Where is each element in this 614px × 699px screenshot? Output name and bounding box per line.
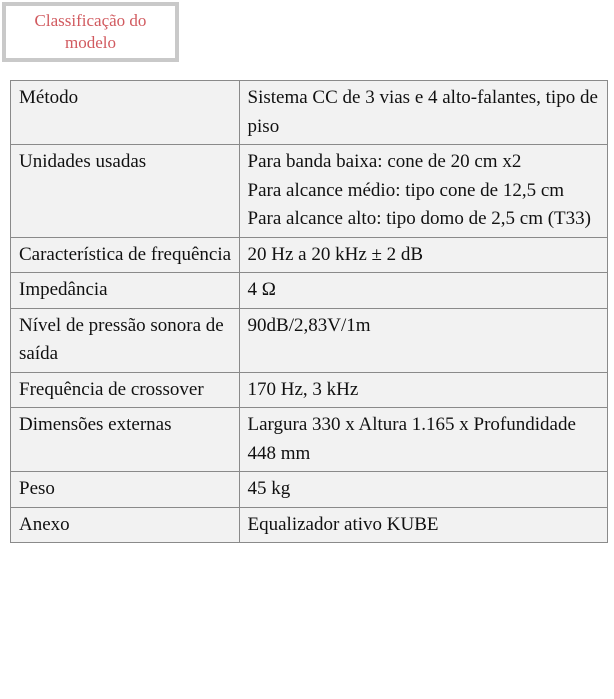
row-value-line: Sistema CC de 3 vias e 4 alto-falantes, tipo de piso xyxy=(247,87,598,137)
table-row-sound-pressure-level xyxy=(11,308,608,372)
table-row-method xyxy=(11,81,608,145)
row-label: Anexo xyxy=(11,507,240,543)
row-value-line: Para alcance alto: tipo domo de 2,5 cm (T33) xyxy=(247,208,591,229)
row-label: Característica de frequência xyxy=(11,237,240,273)
table-row-weight xyxy=(11,472,608,508)
row-value xyxy=(239,372,607,408)
row-value xyxy=(239,81,607,145)
row-label: Nível de pressão sonora de saída xyxy=(11,308,240,372)
row-label: Frequência de crossover xyxy=(11,372,240,408)
table-row-attachment xyxy=(11,507,608,543)
row-value-line: 90dB/2,83V/1m xyxy=(247,314,371,336)
row-value-line: 20 Hz a 20 kHz ± 2 dB xyxy=(247,243,424,265)
table-row-crossover-frequency xyxy=(11,372,608,408)
row-value-line: Para alcance médio: tipo cone de 12,5 cm xyxy=(247,179,565,201)
table-row-units-used xyxy=(11,145,608,238)
table-row-impedance xyxy=(11,273,608,309)
row-value xyxy=(239,145,607,238)
row-value-line: Para banda baixa: cone de 20 cm x2 xyxy=(247,151,522,172)
table-row-frequency-characteristic xyxy=(11,237,608,273)
row-label: Unidades usadas xyxy=(11,145,240,238)
row-value xyxy=(239,472,607,508)
row-value-line: 45 kg xyxy=(247,478,291,499)
row-label: Dimensões externas xyxy=(11,408,240,472)
row-label: Impedância xyxy=(11,273,240,309)
row-value-line: 170 Hz, 3 kHz xyxy=(247,378,359,400)
row-label: Método xyxy=(11,81,240,145)
row-value-line: Largura 330 x Altura 1.165 x Profundidade 448 mm xyxy=(247,414,576,464)
row-value xyxy=(239,237,607,273)
model-rating-title-box xyxy=(2,2,179,62)
spec-table xyxy=(10,80,608,543)
table-row-external-dimensions xyxy=(11,408,608,472)
row-value xyxy=(239,273,607,309)
row-value xyxy=(239,308,607,372)
row-label: Peso xyxy=(11,472,240,508)
model-rating-title: Classificação do modelo xyxy=(34,11,147,52)
row-value xyxy=(239,507,607,543)
row-value xyxy=(239,408,607,472)
row-value-line: 4 Ω xyxy=(247,279,276,300)
row-value-line: Equalizador ativo KUBE xyxy=(247,513,439,535)
